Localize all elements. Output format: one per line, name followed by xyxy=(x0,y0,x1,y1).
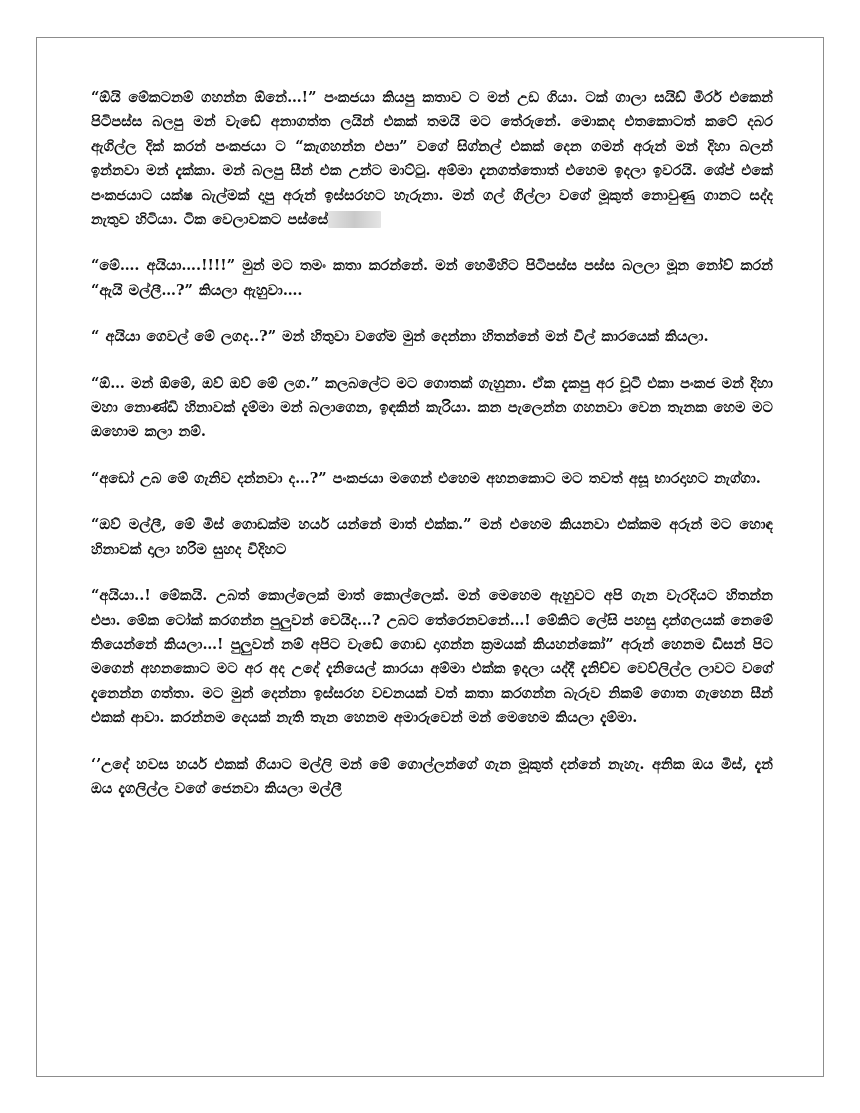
redacted-ellipsis xyxy=(328,211,381,228)
paragraph: “අයියා..! මේකයි. උබත් කොල්ලෙක් මාත් කොල්ලෙක්. මන් මෙහෙම ඇහුවට අපි ගැන වැරදියට හිතන්න එපා. මේක ටෝක් කරගන්න පුලුවන් වෙයිද…? උබට තේරෙනවනේ…! මේකිට ලේසි පහසු දාන්ගලයක් නෙමේ තියෙන්නේ කියලා…! පුලුවන් නම් අපිට වැඩේ ගොඩ දාගන්න ක්‍රමයක් කියහන්කෝ” අරුන් හෙනම ඩීසන් පිට මගෙන් අහනකොට මට අර අද උදේ දැනියෙල් කාරයා අම්මා එක්ක ඉදලා යද්දී දැනිච්ච වෙව්ලිල්ල ලාවට වගේ දැනෙන්න ගත්තා. මට මුන් දෙන්නා ඉස්සරහ වචනයක් වත් කතා කරගන්න බැරුව නිකම් ගොත ගැහෙන සීන් එකක් ආවා. කරන්නම දෙයක් නැති තැන හෙනම අමාරුවෙන් මන් මෙහෙම කියලා දැම්මා. xyxy=(91,587,773,727)
paragraph: “අඩෝ උබ මේ ගැනිව දන්නවා ද…?” පංකජයා මගෙන් එහෙම අහනකොට මට තවත් අසූ භාරදාහට නැග්ගා. xyxy=(91,469,761,487)
document-body xyxy=(91,86,773,823)
document-page xyxy=(36,37,824,1077)
paragraph: “මේ…. අයියා….!!!!” මුන් මට තමං කතා කරන්නේ. මන් හෙමිහිට පිටිපස්ස පස්ස බලලා මූන නෝව් කරන් “ඇයි මල්ලී…?” කියලා ඇහුවා…. xyxy=(91,257,773,299)
paragraph: “ඕ… මන් ඕමේ, ඔව් ඔව් මේ ලග.” කලබලේට මට ගොතක් ගැහුනා. ඒක දැකපු අර චූටි එකා පංකජ මන් දිහා මහා නොණ්ඩි හිනාවක් දැම්මා මන් බලාගෙන, ඉඳකින් කැරියා. කන පැලෙන්න ගහනවා වෙන තැනක හෙම මට ඔහොම කලා නම්. xyxy=(91,374,773,441)
paragraph-text: “ඕයි මේකටනම් ගහන්න ඕනේ…!” පංකජයා කියපු කතාව ට මන් උඩ ගියා. ටක් ගාලා සයිඩ් මිරර් එකෙන් පිටිපස්ස බලපු මන් වැඩේ අනාගත්ත ලයින් එකක් තමයි මට තේරුනේ. මොකද එතකොටත් කටේ දබර ඇගිල්ල දික් කරන් පංකජයා ට “කැගහන්න එපා” වගේ සිග්නල් එකක් දෙන ගමන් අරුන් මන් දිහා බලන් ඉන්නවා මන් දැක්කා. මන් බලපු සීන් එක උන්ට මාට්ටු. අම්මා දැනගත්තොත් එහෙම ඉදලා ඉවරයි. ශේප් එකේ පංකජයාට යක්ෂ බැල්මක් දාපු අරුන් ඉස්සරහට හැරුනා. මන් ගල් ගිල්ලා වගේ මූකුත් නොවුණු ගානට සද්ද නැතුව හිටියා. ටික වෙලාවකට පස්සේ xyxy=(91,89,773,229)
paragraph xyxy=(91,86,773,232)
paragraph: ‘’උදේ හවස හයර් එකක් ගියාට මල්ලි මන් මේ ගොල්ලන්ගේ ගැන මූකුත් දන්නේ නැහැ. අනික ඔය මිස්, දැන් ඔය දැගලිල්ල වගේ ජෙනවා කියලා මල්ලී xyxy=(91,755,773,797)
paragraph: “ඔව් මල්ලී, මේ මිස් ගොඩක්ම හයර් යන්නේ මාත් එක්ක.” මන් එහෙම කියනවා එක්කම අරුන් මට හොඳ හිනාවක් දාලා හරිම සුහද විදිහට xyxy=(91,516,773,558)
paragraph: “ අයියා ගෙවල් මේ ලගද..?” මන් හිතුවා වගේම මුන් දෙන්නා හිතන්නේ මන් වීල් කාරයෙක් කියලා. xyxy=(91,328,709,346)
